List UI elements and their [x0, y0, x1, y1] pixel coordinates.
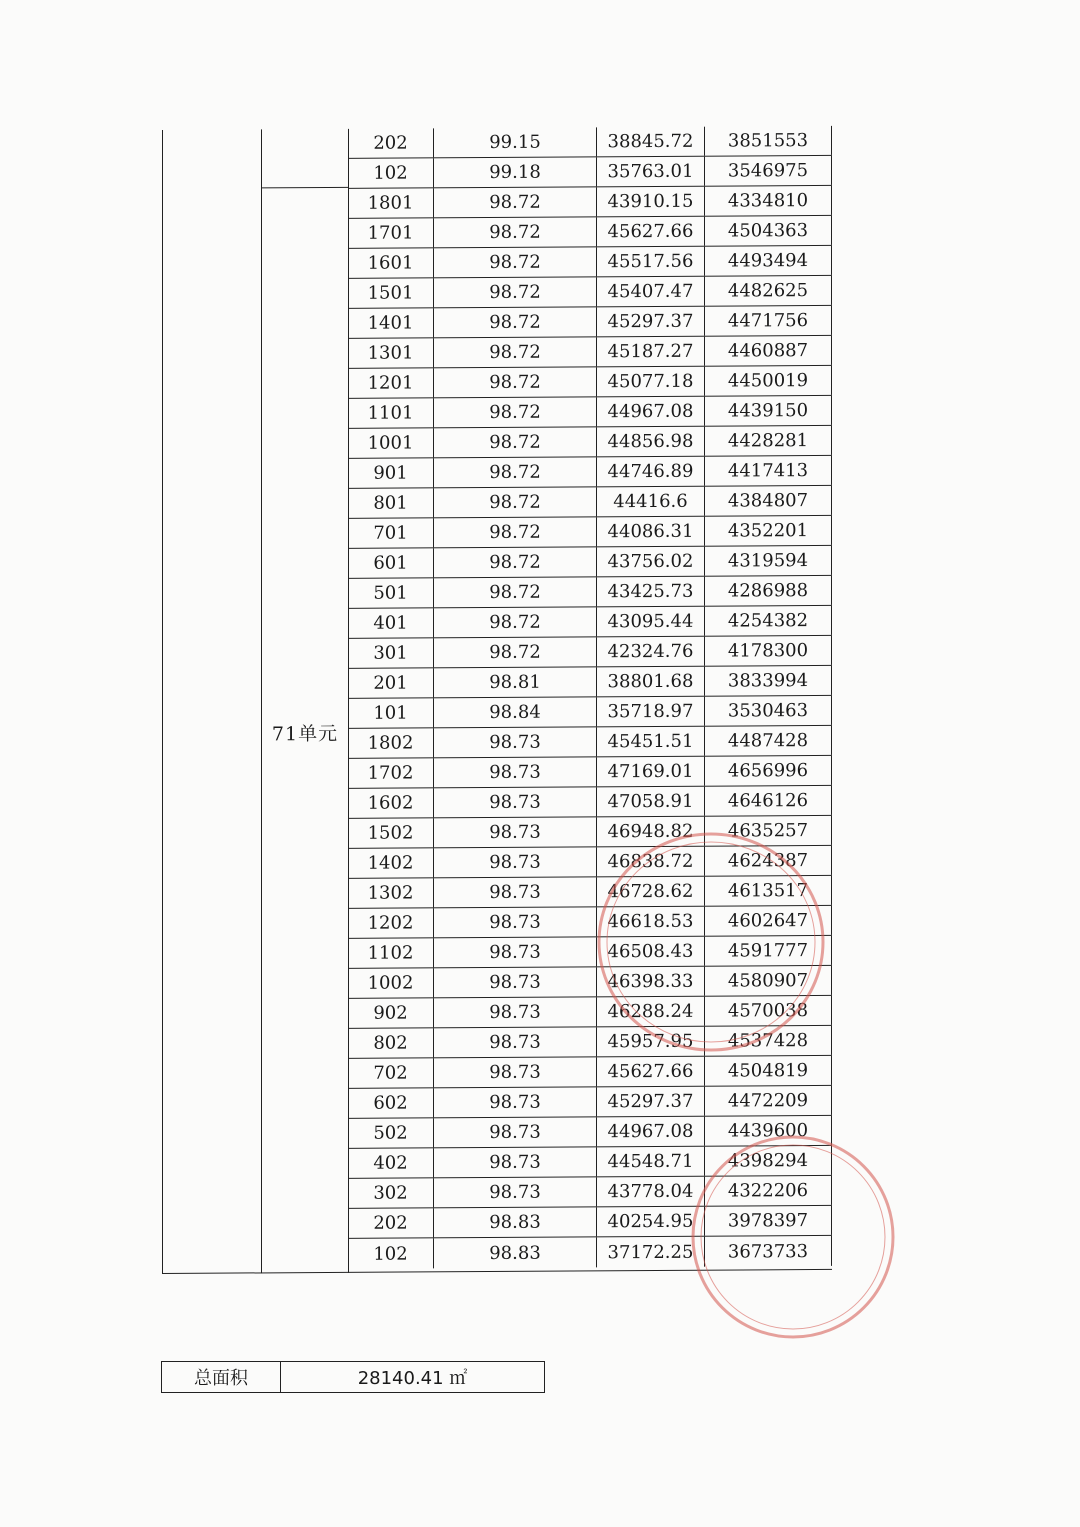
- unit-price-cell: 42324.76: [597, 637, 705, 667]
- table-row: [348, 456, 832, 489]
- area-cell: 98.72: [434, 517, 597, 547]
- total-price-cell: 4398294: [705, 1146, 832, 1176]
- area-cell: 98.72: [434, 397, 597, 427]
- area-cell: 98.72: [434, 187, 597, 217]
- total-price-cell: 4487428: [705, 726, 832, 756]
- table-row: [348, 216, 832, 249]
- area-cell: 98.72: [434, 577, 597, 607]
- table-row: [348, 1146, 832, 1179]
- area-cell: 99.18: [434, 157, 597, 187]
- room-number-cell: 602: [348, 1088, 434, 1118]
- area-cell: 98.81: [434, 667, 597, 697]
- total-area-box: [161, 1361, 545, 1393]
- table-row: [348, 1086, 832, 1119]
- area-cell: 98.83: [434, 1237, 597, 1268]
- unit-price-cell: 44856.98: [597, 427, 705, 457]
- total-price-cell: 4178300: [705, 636, 832, 666]
- unit-price-cell: 46838.72: [597, 847, 705, 877]
- room-number-cell: 1502: [348, 818, 434, 848]
- total-price-cell: 4439150: [705, 396, 832, 426]
- room-number-cell: 701: [348, 518, 434, 548]
- area-cell: 98.72: [434, 217, 597, 247]
- area-cell: 98.73: [434, 817, 597, 847]
- area-cell: 98.72: [434, 607, 597, 637]
- unit-price-cell: 44086.31: [597, 517, 705, 547]
- area-cell: 98.72: [434, 307, 597, 337]
- table-row: [348, 1206, 832, 1239]
- total-price-cell: 4334810: [705, 186, 832, 216]
- price-table: [162, 126, 832, 1274]
- area-cell: 98.73: [434, 1117, 597, 1147]
- unit-price-cell: 44967.08: [597, 397, 705, 427]
- table-row: [348, 156, 832, 189]
- area-cell: 98.73: [434, 1057, 597, 1087]
- table-row: [348, 366, 832, 399]
- total-price-cell: 4504363: [705, 216, 832, 246]
- table-row: [348, 966, 832, 999]
- table-row: [348, 936, 832, 969]
- total-price-cell: 4635257: [705, 816, 832, 846]
- room-number-cell: 1702: [348, 758, 434, 788]
- total-price-cell: 4319594: [705, 546, 832, 576]
- room-number-cell: 1402: [348, 848, 434, 878]
- table-row: [348, 336, 832, 369]
- total-price-cell: 4428281: [705, 426, 832, 456]
- unit-price-cell: 35718.97: [597, 697, 705, 727]
- unit-price-cell: 47058.91: [597, 787, 705, 817]
- total-price-cell: 4570038: [705, 996, 832, 1026]
- area-cell: 98.73: [434, 907, 597, 937]
- total-price-cell: 4624387: [705, 846, 832, 876]
- table-row: [348, 996, 832, 1029]
- total-price-cell: 4537428: [705, 1026, 832, 1056]
- table-row: [348, 576, 832, 609]
- total-price-cell: 4591777: [705, 936, 832, 966]
- unit-price-cell: 45517.56: [597, 247, 705, 277]
- unit-price-cell: 44548.71: [597, 1147, 705, 1177]
- total-price-cell: 4460887: [705, 336, 832, 366]
- unit-group-divider: [261, 187, 349, 189]
- total-price-cell: 4384807: [705, 486, 832, 516]
- room-number-cell: 802: [348, 1028, 434, 1058]
- total-price-cell: 4493494: [705, 246, 832, 276]
- unit-price-cell: 35763.01: [597, 157, 705, 187]
- area-cell: 98.72: [434, 277, 597, 307]
- room-number-cell: 1801: [348, 188, 434, 218]
- table-rows: [348, 126, 832, 1269]
- unit-price-cell: 46728.62: [597, 877, 705, 907]
- unit-price-cell: 45627.66: [597, 217, 705, 247]
- room-number-cell: 202: [348, 1208, 434, 1238]
- unit-price-cell: 44746.89: [597, 457, 705, 487]
- room-number-cell: 1401: [348, 308, 434, 338]
- table-row: [348, 306, 832, 339]
- total-price-cell: 4482625: [705, 276, 832, 306]
- table-row: [348, 1026, 832, 1059]
- unit-price-cell: 43425.73: [597, 577, 705, 607]
- total-price-cell: 3673733: [705, 1236, 832, 1267]
- room-number-cell: 1301: [348, 338, 434, 368]
- total-price-cell: 3530463: [705, 696, 832, 726]
- room-number-cell: 201: [348, 668, 434, 698]
- table-row: [348, 606, 832, 639]
- room-number-cell: 202: [348, 128, 434, 158]
- total-price-cell: 3978397: [705, 1206, 832, 1236]
- table-row: [348, 126, 832, 159]
- table-row: [348, 546, 832, 579]
- area-cell: 98.73: [434, 877, 597, 907]
- area-cell: 98.72: [434, 247, 597, 277]
- table-row: [348, 816, 832, 849]
- total-price-cell: 3851553: [705, 126, 832, 156]
- unit-price-cell: 45957.95: [597, 1027, 705, 1057]
- area-cell: 98.73: [434, 847, 597, 877]
- room-number-cell: 101: [348, 698, 434, 728]
- table-row: [348, 1056, 832, 1089]
- area-cell: 98.73: [434, 967, 597, 997]
- unit-price-cell: 43910.15: [597, 187, 705, 217]
- total-area-value: 28140.41 ㎡: [357, 1368, 468, 1389]
- area-cell: 98.72: [434, 367, 597, 397]
- total-price-cell: 4450019: [705, 366, 832, 396]
- unit-price-cell: 44416.6: [597, 487, 705, 517]
- room-number-cell: 502: [348, 1118, 434, 1148]
- unit-price-cell: 47169.01: [597, 757, 705, 787]
- unit-price-cell: 46948.82: [597, 817, 705, 847]
- room-number-cell: 901: [348, 458, 434, 488]
- unit-price-cell: 45297.37: [597, 307, 705, 337]
- room-number-cell: 1601: [348, 248, 434, 278]
- total-price-cell: 4613517: [705, 876, 832, 906]
- room-number-cell: 1701: [348, 218, 434, 248]
- unit-price-cell: 46288.24: [597, 997, 705, 1027]
- total-price-cell: 4439600: [705, 1116, 832, 1146]
- table-row: [348, 426, 832, 459]
- room-number-cell: 301: [348, 638, 434, 668]
- unit-price-cell: 43095.44: [597, 607, 705, 637]
- area-cell: 98.73: [434, 1087, 597, 1117]
- area-cell: 98.73: [434, 937, 597, 967]
- area-cell: 98.73: [434, 1027, 597, 1057]
- area-cell: 98.73: [434, 1147, 597, 1177]
- room-number-cell: 1102: [348, 938, 434, 968]
- table-row: [348, 756, 832, 789]
- unit-price-cell: 43756.02: [597, 547, 705, 577]
- table-row: [348, 1176, 832, 1209]
- room-number-cell: 401: [348, 608, 434, 638]
- unit-label: 71单元: [271, 722, 339, 746]
- room-number-cell: 1101: [348, 398, 434, 428]
- room-number-cell: 601: [348, 548, 434, 578]
- total-price-cell: 4286988: [705, 576, 832, 606]
- total-price-cell: 3546975: [705, 156, 832, 186]
- area-cell: 98.84: [434, 697, 597, 727]
- room-number-cell: 402: [348, 1148, 434, 1178]
- table-row: [348, 276, 832, 309]
- table-row: [348, 486, 832, 519]
- table-row: [348, 906, 832, 939]
- table-row: [348, 396, 832, 429]
- unit-price-cell: 45407.47: [597, 277, 705, 307]
- total-price-cell: 4417413: [705, 456, 832, 486]
- area-cell: 98.72: [434, 487, 597, 517]
- room-number-cell: 102: [348, 158, 434, 188]
- area-cell: 98.83: [434, 1207, 597, 1237]
- table-row: [348, 246, 832, 279]
- table-bottom-border: [162, 1269, 832, 1274]
- total-price-cell: 4472209: [705, 1086, 832, 1116]
- unit-price-cell: 38845.72: [597, 127, 705, 157]
- table-row: [348, 846, 832, 879]
- table-row: [348, 666, 832, 699]
- table-row: [348, 636, 832, 669]
- table-row: [348, 696, 832, 729]
- unit-price-cell: 45627.66: [597, 1057, 705, 1087]
- room-number-cell: 302: [348, 1178, 434, 1208]
- unit-price-cell: 45297.37: [597, 1087, 705, 1117]
- unit-price-cell: 45451.51: [597, 727, 705, 757]
- room-number-cell: 1302: [348, 878, 434, 908]
- total-price-cell: 4656996: [705, 756, 832, 786]
- area-cell: 98.73: [434, 787, 597, 817]
- area-cell: 98.73: [434, 1177, 597, 1207]
- room-number-cell: 1602: [348, 788, 434, 818]
- area-cell: 98.72: [434, 427, 597, 457]
- area-cell: 98.73: [434, 727, 597, 757]
- room-number-cell: 702: [348, 1058, 434, 1088]
- room-number-cell: 1802: [348, 728, 434, 758]
- area-cell: 98.72: [434, 637, 597, 667]
- room-number-cell: 501: [348, 578, 434, 608]
- table-row: [348, 516, 832, 549]
- room-number-cell: 902: [348, 998, 434, 1028]
- room-number-cell: 1202: [348, 908, 434, 938]
- unit-price-cell: 46618.53: [597, 907, 705, 937]
- area-cell: 99.15: [434, 127, 597, 157]
- total-price-cell: 4580907: [705, 966, 832, 996]
- total-price-cell: 4352201: [705, 516, 832, 546]
- table-row: [348, 1236, 832, 1269]
- unit-price-cell: 43778.04: [597, 1177, 705, 1207]
- table-divider-building: [261, 129, 262, 1273]
- total-price-cell: 4322206: [705, 1176, 832, 1206]
- room-number-cell: 1001: [348, 428, 434, 458]
- table-row: [348, 786, 832, 819]
- table-row: [348, 876, 832, 909]
- area-cell: 98.72: [434, 547, 597, 577]
- table-left-border: [162, 130, 163, 1274]
- room-number-cell: 801: [348, 488, 434, 518]
- area-cell: 98.73: [434, 757, 597, 787]
- table-row: [348, 1116, 832, 1149]
- total-price-cell: 4504819: [705, 1056, 832, 1086]
- table-row: [348, 726, 832, 759]
- room-number-cell: 1501: [348, 278, 434, 308]
- room-number-cell: 102: [348, 1238, 434, 1269]
- unit-price-cell: 40254.95: [597, 1207, 705, 1237]
- total-price-cell: 3833994: [705, 666, 832, 696]
- area-cell: 98.72: [434, 457, 597, 487]
- total-price-cell: 4254382: [705, 606, 832, 636]
- area-cell: 98.73: [434, 997, 597, 1027]
- total-area-label: 总面积: [162, 1362, 281, 1392]
- unit-price-cell: 38801.68: [597, 667, 705, 697]
- unit-price-cell: 45187.27: [597, 337, 705, 367]
- total-price-cell: 4646126: [705, 786, 832, 816]
- room-number-cell: 1002: [348, 968, 434, 998]
- total-price-cell: 4471756: [705, 306, 832, 336]
- unit-price-cell: 46508.43: [597, 937, 705, 967]
- total-price-cell: 4602647: [705, 906, 832, 936]
- unit-price-cell: 45077.18: [597, 367, 705, 397]
- unit-price-cell: 46398.33: [597, 967, 705, 997]
- table-row: [348, 186, 832, 219]
- room-number-cell: 1201: [348, 368, 434, 398]
- unit-price-cell: 37172.25: [597, 1237, 705, 1268]
- unit-price-cell: 44967.08: [597, 1117, 705, 1147]
- area-cell: 98.72: [434, 337, 597, 367]
